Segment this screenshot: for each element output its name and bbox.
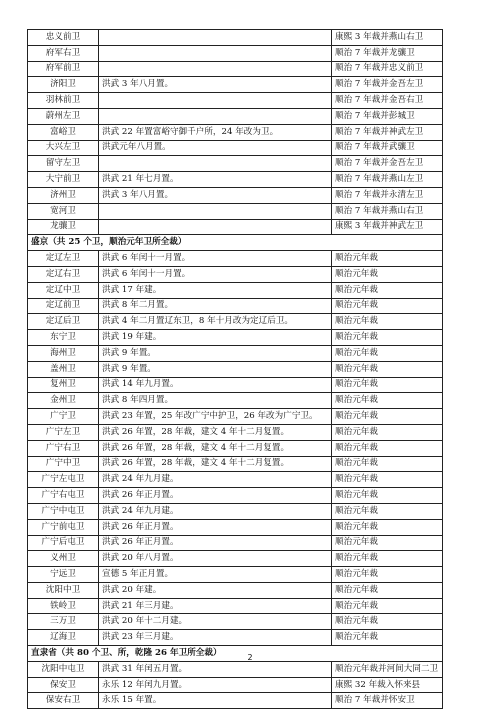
garrison-name-cell: 复州卫 — [28, 377, 99, 393]
table-row — [28, 488, 443, 504]
table-row — [28, 345, 443, 361]
table-row — [28, 140, 443, 156]
garrison-name-cell: 羽林前卫 — [28, 93, 99, 109]
establishment-note-cell — [99, 61, 332, 77]
table-row — [28, 314, 443, 330]
abolition-note-cell: 顺治 7 年裁并龙骧卫 — [332, 45, 443, 61]
abolition-note-cell: 顺治元年裁 — [332, 377, 443, 393]
establishment-note-cell — [99, 30, 332, 46]
establishment-note-cell: 洪武 26 年正月置。 — [99, 488, 332, 504]
garrison-name-cell: 龙骧卫 — [28, 219, 99, 235]
establishment-note-cell: 洪武 17 年建。 — [99, 282, 332, 298]
abolition-note-cell: 顺治元年裁 — [332, 503, 443, 519]
garrison-name-cell: 定辽中卫 — [28, 282, 99, 298]
garrison-name-cell: 三万卫 — [28, 614, 99, 630]
establishment-note-cell: 洪武 26 年置，28 年裁，建文 4 年十二月复置。 — [99, 424, 332, 440]
table-row — [28, 330, 443, 346]
establishment-note-cell — [99, 203, 332, 219]
establishment-note-cell: 洪武 3 年八月置。 — [99, 77, 332, 93]
abolition-note-cell: 顺治元年裁 — [332, 361, 443, 377]
establishment-note-cell: 洪武 26 年正月置。 — [99, 519, 332, 535]
abolition-note-cell: 顺治 7 年裁并怀安卫 — [332, 693, 443, 709]
establishment-note-cell: 洪武 31 年闰五月置。 — [99, 661, 332, 677]
establishment-note-cell — [99, 93, 332, 109]
garrison-name-cell: 保安卫 — [28, 677, 99, 693]
table-row — [28, 298, 443, 314]
garrison-name-cell: 沈阳中屯卫 — [28, 661, 99, 677]
garrison-name-cell: 富峪卫 — [28, 124, 99, 140]
abolition-note-cell: 顺治元年裁 — [332, 614, 443, 630]
garrison-name-cell: 大宁前卫 — [28, 172, 99, 188]
establishment-note-cell: 洪武 6 年闰十一月置。 — [99, 266, 332, 282]
abolition-note-cell: 顺治元年裁 — [332, 266, 443, 282]
table-row — [28, 282, 443, 298]
establishment-note-cell: 洪武 26 年置，28 年裁，建文 4 年十二月复置。 — [99, 440, 332, 456]
abolition-note-cell: 顺治 7 年裁并神武左卫 — [332, 124, 443, 140]
table-row — [28, 519, 443, 535]
establishment-note-cell: 洪武 4 年二月置辽东卫，8 年十月改为定辽后卫。 — [99, 314, 332, 330]
abolition-note-cell: 康熙 3 年裁并神武左卫 — [332, 219, 443, 235]
establishment-note-cell: 洪武 19 年建。 — [99, 330, 332, 346]
table-row — [28, 582, 443, 598]
garrison-table-body — [28, 30, 443, 709]
table-row — [28, 61, 443, 77]
establishment-note-cell: 洪武 20 年十二月建。 — [99, 614, 332, 630]
table-row — [28, 77, 443, 93]
abolition-note-cell: 顺治 7 年裁并彭城卫 — [332, 108, 443, 124]
table-row — [28, 361, 443, 377]
establishment-note-cell: 永乐 12 年闰九月置。 — [99, 677, 332, 693]
garrison-name-cell: 盖州卫 — [28, 361, 99, 377]
abolition-note-cell: 顺治元年裁 — [332, 345, 443, 361]
garrison-name-cell: 广宁中屯卫 — [28, 503, 99, 519]
table-row — [28, 677, 443, 693]
establishment-note-cell: 洪武 20 年建。 — [99, 582, 332, 598]
abolition-note-cell: 顺治元年裁 — [332, 456, 443, 472]
establishment-note-cell — [99, 108, 332, 124]
abolition-note-cell: 顺治元年裁 — [332, 535, 443, 551]
establishment-note-cell: 洪武 8 年二月置。 — [99, 298, 332, 314]
abolition-note-cell: 顺治元年裁 — [332, 393, 443, 409]
establishment-note-cell — [99, 45, 332, 61]
garrison-name-cell: 保安右卫 — [28, 693, 99, 709]
table-row — [28, 203, 443, 219]
section-header-row — [28, 235, 443, 251]
establishment-note-cell: 洪武 26 年正月置。 — [99, 535, 332, 551]
garrison-name-cell: 蔚州左卫 — [28, 108, 99, 124]
table-row — [28, 30, 443, 46]
abolition-note-cell: 顺治元年裁 — [332, 298, 443, 314]
garrison-name-cell: 定辽左卫 — [28, 251, 99, 267]
table-row — [28, 172, 443, 188]
abolition-note-cell: 顺治元年裁 — [332, 630, 443, 646]
page-number: 2 — [247, 653, 253, 662]
abolition-note-cell: 顺治 7 年裁并永清左卫 — [332, 187, 443, 203]
establishment-note-cell: 洪武 3 年八月置。 — [99, 187, 332, 203]
abolition-note-cell: 顺治 7 年裁并金吾左卫 — [332, 156, 443, 172]
table-row — [28, 424, 443, 440]
garrison-name-cell: 沈阳中卫 — [28, 582, 99, 598]
table-row — [28, 156, 443, 172]
garrison-name-cell: 济阳卫 — [28, 77, 99, 93]
garrison-name-cell: 定辽前卫 — [28, 298, 99, 314]
garrison-name-cell: 济州卫 — [28, 187, 99, 203]
establishment-note-cell: 洪武 9 年置。 — [99, 361, 332, 377]
abolition-note-cell: 顺治元年裁 — [332, 488, 443, 504]
establishment-note-cell: 洪武 24 年九月建。 — [99, 503, 332, 519]
table-row — [28, 108, 443, 124]
establishment-note-cell: 洪武 9 年置。 — [99, 345, 332, 361]
abolition-note-cell: 顺治 7 年裁并忠义前卫 — [332, 61, 443, 77]
establishment-note-cell — [99, 219, 332, 235]
abolition-note-cell: 顺治 7 年裁并武骧卫 — [332, 140, 443, 156]
table-row — [28, 614, 443, 630]
establishment-note-cell: 洪武 8 年四月置。 — [99, 393, 332, 409]
garrison-name-cell: 东宁卫 — [28, 330, 99, 346]
table-row — [28, 598, 443, 614]
garrison-name-cell: 宽河卫 — [28, 203, 99, 219]
garrison-name-cell: 忠义前卫 — [28, 30, 99, 46]
abolition-note-cell: 顺治元年裁 — [332, 282, 443, 298]
abolition-note-cell: 顺治元年裁 — [332, 598, 443, 614]
garrison-name-cell: 铁岭卫 — [28, 598, 99, 614]
abolition-note-cell: 顺治元年裁 — [332, 251, 443, 267]
abolition-note-cell: 顺治元年裁 — [332, 472, 443, 488]
abolition-note-cell: 顺治 7 年裁并燕山左卫 — [332, 172, 443, 188]
establishment-note-cell: 永乐 15 年置。 — [99, 693, 332, 709]
table-row — [28, 93, 443, 109]
garrison-name-cell: 府军前卫 — [28, 61, 99, 77]
garrison-table — [27, 29, 443, 709]
abolition-note-cell: 顺治元年裁 — [332, 519, 443, 535]
establishment-note-cell: 洪武 26 年置，28 年裁，建文 4 年十二月复置。 — [99, 456, 332, 472]
abolition-note-cell: 顺治元年裁并河间大同二卫 — [332, 661, 443, 677]
table-row — [28, 693, 443, 709]
garrison-name-cell: 广宁右卫 — [28, 440, 99, 456]
table-row — [28, 219, 443, 235]
establishment-note-cell — [99, 156, 332, 172]
table-row — [28, 503, 443, 519]
establishment-note-cell: 洪武 6 年闰十一月置。 — [99, 251, 332, 267]
abolition-note-cell: 顺治元年裁 — [332, 551, 443, 567]
table-row — [28, 630, 443, 646]
table-row — [28, 187, 443, 203]
abolition-note-cell: 顺治元年裁 — [332, 567, 443, 583]
table-row — [28, 535, 443, 551]
abolition-note-cell: 顺治 7 年裁并金吾左卫 — [332, 77, 443, 93]
table-row — [28, 45, 443, 61]
garrison-name-cell: 广宁卫 — [28, 409, 99, 425]
abolition-note-cell: 顺治 7 年裁并金吾右卫 — [332, 93, 443, 109]
abolition-note-cell: 顺治 7 年裁并燕山右卫 — [332, 203, 443, 219]
table-row — [28, 551, 443, 567]
establishment-note-cell: 洪武 23 年三月建。 — [99, 630, 332, 646]
abolition-note-cell: 顺治元年裁 — [332, 424, 443, 440]
garrison-name-cell: 留守左卫 — [28, 156, 99, 172]
establishment-note-cell: 宣德 5 年正月置。 — [99, 567, 332, 583]
abolition-note-cell: 顺治元年裁 — [332, 314, 443, 330]
table-row — [28, 409, 443, 425]
garrison-name-cell: 海州卫 — [28, 345, 99, 361]
table-row — [28, 266, 443, 282]
table-row — [28, 440, 443, 456]
section-title: 盛京（共 25 个卫，顺治元年卫所全裁） — [28, 235, 443, 251]
garrison-name-cell: 广宁左卫 — [28, 424, 99, 440]
garrison-name-cell: 金州卫 — [28, 393, 99, 409]
abolition-note-cell: 顺治元年裁 — [332, 440, 443, 456]
abolition-note-cell: 顺治元年裁 — [332, 409, 443, 425]
abolition-note-cell: 康熙 3 年裁并燕山右卫 — [332, 30, 443, 46]
garrison-name-cell: 大兴左卫 — [28, 140, 99, 156]
garrison-name-cell: 广宁前屯卫 — [28, 519, 99, 535]
garrison-name-cell: 辽海卫 — [28, 630, 99, 646]
garrison-name-cell: 定辽右卫 — [28, 266, 99, 282]
abolition-note-cell: 顺治元年裁 — [332, 330, 443, 346]
table-row — [28, 661, 443, 677]
table-row — [28, 567, 443, 583]
table-row — [28, 472, 443, 488]
table-row — [28, 377, 443, 393]
establishment-note-cell: 洪武 23 年置，25 年改广宁中护卫，26 年改为广宁卫。 — [99, 409, 332, 425]
table-row — [28, 124, 443, 140]
garrison-name-cell: 广宁中卫 — [28, 456, 99, 472]
establishment-note-cell: 洪武 20 年八月置。 — [99, 551, 332, 567]
establishment-note-cell: 洪武 21 年三月建。 — [99, 598, 332, 614]
table-row — [28, 393, 443, 409]
table-row — [28, 251, 443, 267]
garrison-name-cell: 广宁右屯卫 — [28, 488, 99, 504]
abolition-note-cell: 顺治元年裁 — [332, 582, 443, 598]
establishment-note-cell: 洪武 22 年置富峪守御千户所，24 年改为卫。 — [99, 124, 332, 140]
table-row — [28, 456, 443, 472]
abolition-note-cell: 康熙 32 年裁入怀来县 — [332, 677, 443, 693]
establishment-note-cell: 洪武 24 年九月建。 — [99, 472, 332, 488]
establishment-note-cell: 洪武元年八月置。 — [99, 140, 332, 156]
garrison-name-cell: 义州卫 — [28, 551, 99, 567]
garrison-name-cell: 广宁后屯卫 — [28, 535, 99, 551]
establishment-note-cell: 洪武 14 年九月置。 — [99, 377, 332, 393]
establishment-note-cell: 洪武 21 年七月置。 — [99, 172, 332, 188]
garrison-name-cell: 定辽后卫 — [28, 314, 99, 330]
section-title: 直隶省（共 80 个卫、所，乾隆 26 年卫所全裁） — [28, 646, 443, 662]
garrison-name-cell: 宁远卫 — [28, 567, 99, 583]
garrison-name-cell: 广宁左屯卫 — [28, 472, 99, 488]
garrison-name-cell: 府军右卫 — [28, 45, 99, 61]
